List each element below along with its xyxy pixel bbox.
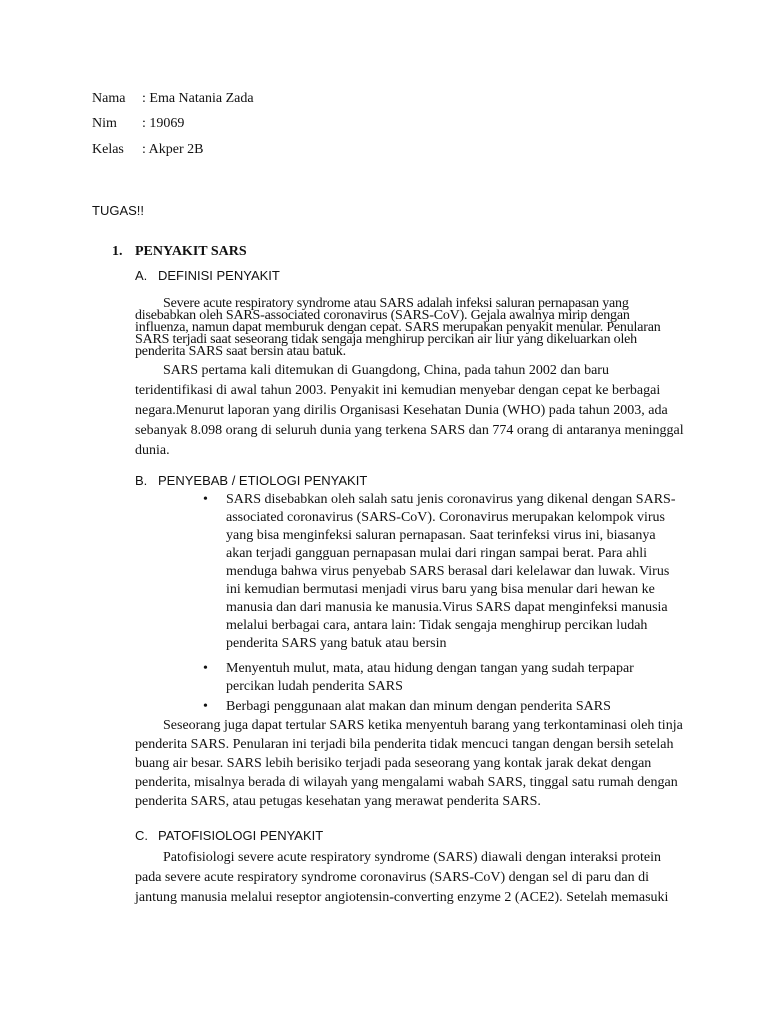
paragraph-line: buang air besar. SARS lebih berisiko terjadi pada seseorang yang kontak jarak dekat dengan xyxy=(135,756,652,771)
bullet-line: Berbagi penggunaan alat makan dan minum dengan penderita SARS xyxy=(226,699,611,714)
paragraph-line: dunia. xyxy=(135,443,170,458)
transmission-paragraph xyxy=(135,717,683,811)
definition-paragraph xyxy=(135,298,661,358)
paragraph-line: Seseorang juga dapat tertular SARS ketika menyentuh barang yang terkontaminasi oleh tinja xyxy=(163,718,683,733)
name-label: Nama xyxy=(92,91,126,106)
bullet-line: SARS disebabkan oleh salah satu jenis coronavirus yang dikenal dengan SARS- xyxy=(226,492,676,507)
paragraph-line: influenza, namun dapat memburuk dengan cepat. SARS merupakan penyakit menular. Penularan xyxy=(135,320,661,335)
bullet-line: penderita SARS yang batuk atau bersin xyxy=(226,636,447,651)
paragraph-line: disebabkan oleh SARS-associated coronavirus (SARS-CoV). Gejala awalnya mirip dengan xyxy=(135,308,630,323)
bullet-line: melalui berbagai cara, antara lain: Tidak sengaja menghirup percikan ludah xyxy=(226,618,648,633)
bullet-icon: • xyxy=(203,661,208,676)
paragraph-line: SARS pertama kali ditemukan di Guangdong, China, pada tahun 2002 dan baru xyxy=(163,363,609,378)
nim-value: : 19069 xyxy=(142,116,185,131)
paragraph-line: Severe acute respiratory syndrome atau SARS adalah infeksi saluran pernapasan yang xyxy=(163,296,629,311)
subsection-c-heading: PATOFISIOLOGI PENYAKIT xyxy=(158,828,324,843)
paragraph-line: jantung manusia melalui reseptor angiotensin-converting enzyme 2 (ACE2). Setelah memasuki xyxy=(135,890,669,905)
bullet-line: akan terjadi gangguan pernapasan mulai dari ringan sampai berat. Para ahli xyxy=(226,546,647,561)
bullet-line: yang bisa menginfeksi saluran pernapasan. Saat terinfeksi virus ini, biasanya xyxy=(226,528,656,543)
paragraph-line: penderita SARS. Penularan ini terjadi bila penderita tidak mencuci tangan dengan bersih setelah xyxy=(135,737,674,752)
subsection-a-letter: A. xyxy=(135,268,148,283)
subsection-b-letter: B. xyxy=(135,473,148,488)
bullet-icon: • xyxy=(203,699,208,714)
paragraph-line: Patofisiologi severe acute respiratory syndrome (SARS) diawali dengan interaksi protein xyxy=(163,850,662,865)
paragraph-line: penderita SARS, atau petugas kesehatan yang merawat penderita SARS. xyxy=(135,794,541,809)
subsection-c-letter: C. xyxy=(135,828,148,843)
name-value: : Ema Natania Zada xyxy=(142,91,254,106)
paragraph-line: teridentifikasi di awal tahun 2003. Penyakit ini kemudian menyebar dengan cepat ke berbagai xyxy=(135,383,661,398)
paragraph-line: penderita, misalnya berada di wilayah yang mengalami wabah SARS, tinggal satu rumah dengan xyxy=(135,775,678,790)
bullet-line: ini kemudian bermutasi menjadi virus baru yang bisa menular dari hewan ke xyxy=(226,582,655,597)
subsection-b-heading: PENYEBAB / ETIOLOGI PENYAKIT xyxy=(158,473,368,488)
bullet-item xyxy=(226,491,675,653)
paragraph-line: sebanyak 8.098 orang di seluruh dunia yang terkena SARS dan 774 orang di antaranya meninggal xyxy=(135,423,684,438)
section-number: 1. xyxy=(112,244,123,259)
bullet-icon: • xyxy=(203,492,208,507)
bullet-line: Menyentuh mulut, mata, atau hidung dengan tangan yang sudah terpapar xyxy=(226,661,634,676)
bullet-item xyxy=(226,698,611,716)
section-title: PENYAKIT SARS xyxy=(135,244,247,259)
bullet-line: associated coronavirus (SARS-CoV). Coronavirus merupakan kelompok virus xyxy=(226,510,665,525)
paragraph-line: SARS terjadi saat seseorang tidak sengaja menghirup percikan air liur yang dikeluarkan oleh xyxy=(135,332,637,347)
history-paragraph xyxy=(135,362,684,460)
bullet-line: percikan ludah penderita SARS xyxy=(226,679,403,694)
assignment-title: TUGAS!! xyxy=(92,203,145,218)
bullet-line: manusia dan dari manusia ke manusia.Virus SARS dapat menginfeksi manusia xyxy=(226,600,668,615)
kelas-value: : Akper 2B xyxy=(142,142,204,157)
subsection-a-heading: DEFINISI PENYAKIT xyxy=(158,268,280,283)
bullet-line: menduga bahwa virus penyebab SARS berasal dari kelelawar dan luwak. Virus xyxy=(226,564,670,579)
paragraph-line: negara.Menurut laporan yang dirilis Organisasi Kesehatan Dunia (WHO) pada tahun 2003, ada xyxy=(135,403,668,418)
bullet-item xyxy=(226,660,634,696)
paragraph-line: penderita SARS saat bersin atau batuk. xyxy=(135,344,346,359)
nim-label: Nim xyxy=(92,116,117,131)
kelas-label: Kelas xyxy=(92,142,124,157)
pathophysiology-paragraph xyxy=(135,849,668,907)
paragraph-line: pada severe acute respiratory syndrome coronavirus (SARS-CoV) dengan sel di paru dan di xyxy=(135,870,649,885)
